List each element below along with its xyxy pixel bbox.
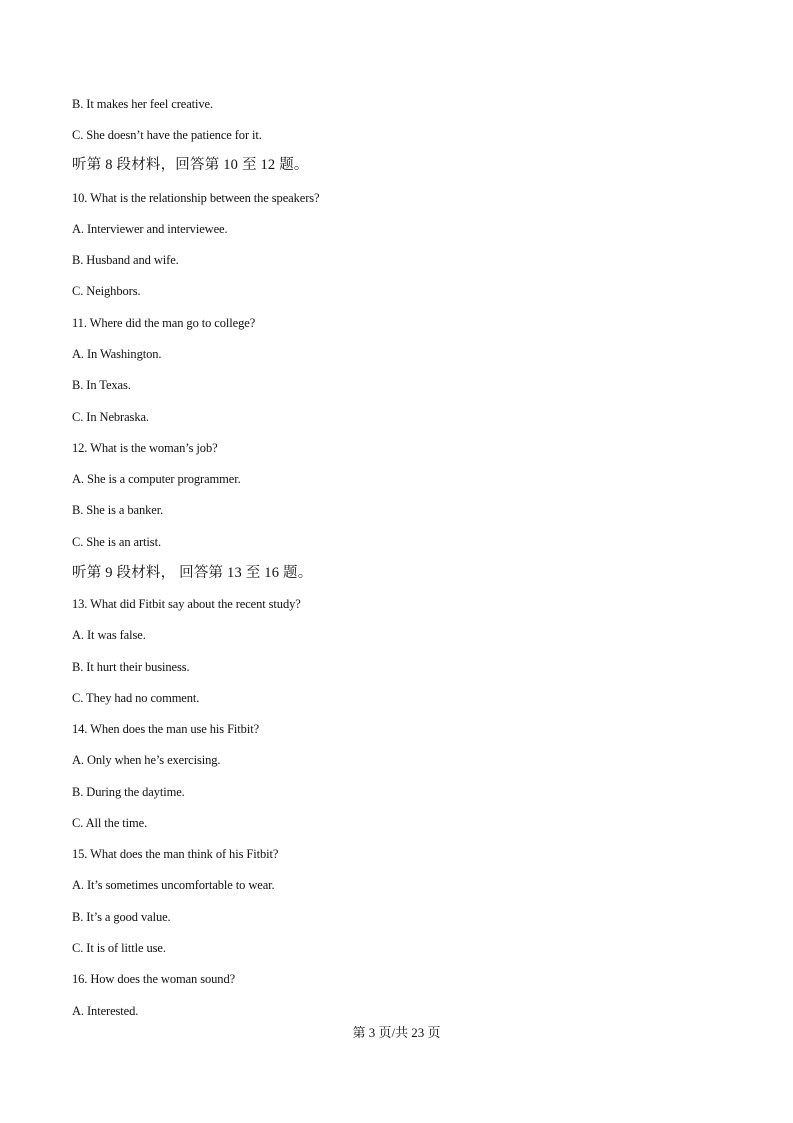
- option-12-b: B. She is a banker.: [72, 503, 164, 517]
- option-11-a: A. In Washington.: [72, 347, 162, 361]
- option-14-a: A. Only when he’s exercising.: [72, 753, 221, 767]
- option-10-b: B. Husband and wife.: [72, 253, 179, 267]
- question-12: 12. What is the woman’s job?: [72, 441, 218, 455]
- question-11: 11. Where did the man go to college?: [72, 316, 256, 330]
- option-10-a: A. Interviewer and interviewee.: [72, 222, 228, 236]
- question-10: 10. What is the relationship between the speakers?: [72, 191, 320, 205]
- section-heading-8: 听第 8 段材料，回答第 10 至 12 题。: [72, 157, 309, 173]
- option-14-b: B. During the daytime.: [72, 785, 185, 799]
- option-15-a: A. It’s sometimes uncomfortable to wear.: [72, 878, 275, 892]
- option-10-c: C. Neighbors.: [72, 284, 141, 298]
- option-12-c: C. She is an artist.: [72, 535, 161, 549]
- question-13: 13. What did Fitbit say about the recent study?: [72, 597, 301, 611]
- option-9-b: B. It makes her feel creative.: [72, 97, 214, 111]
- option-13-c: C. They had no comment.: [72, 691, 200, 705]
- option-13-b: B. It hurt their business.: [72, 660, 190, 674]
- option-11-c: C. In Nebraska.: [72, 410, 149, 424]
- option-13-a: A. It was false.: [72, 628, 146, 642]
- option-16-a: A. Interested.: [72, 1004, 139, 1018]
- page-footer: 第 3 页/共 23 页: [352, 1025, 441, 1040]
- section-heading-9: 听第 9 段材料， 回答第 13 至 16 题。: [72, 565, 313, 581]
- option-15-c: C. It is of little use.: [72, 941, 166, 955]
- option-9-c: C. She doesn’t have the patience for it.: [72, 128, 262, 142]
- option-14-c: C. All the time.: [72, 816, 148, 830]
- question-14: 14. When does the man use his Fitbit?: [72, 722, 260, 736]
- option-12-a: A. She is a computer programmer.: [72, 472, 241, 486]
- question-16: 16. How does the woman sound?: [72, 972, 236, 986]
- option-15-b: B. It’s a good value.: [72, 910, 171, 924]
- question-15: 15. What does the man think of his Fitbit?: [72, 847, 279, 861]
- option-11-b: B. In Texas.: [72, 378, 131, 392]
